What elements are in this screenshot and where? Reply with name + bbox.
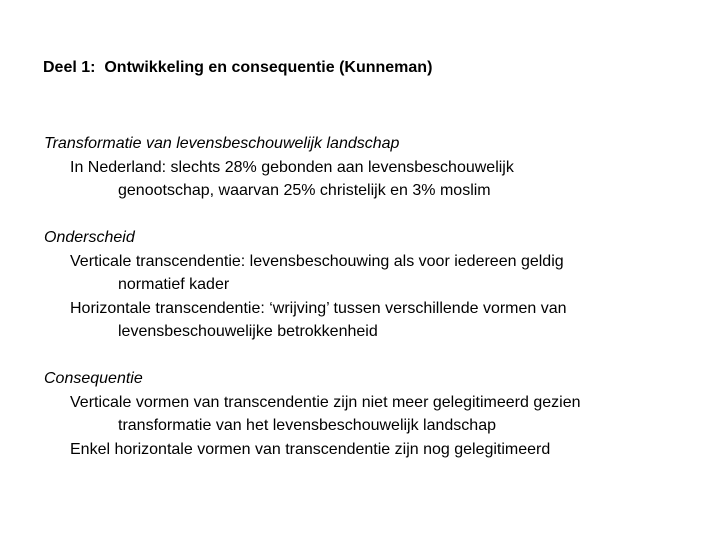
section-heading: Consequentie [44,370,143,387]
list-item [44,250,704,297]
list-item [44,156,704,203]
list-item-continuation: levensbeschouwelijke betrokkenheid [118,323,378,340]
list-item-text: Enkel horizontale vormen van transcendentie zijn nog gelegitimeerd [70,440,551,458]
list-item-text: Verticale transcendentie: levensbeschouwing als voor iedereen geldig [70,252,564,270]
section-heading: Onderscheid [44,229,135,246]
section-consequentie [44,367,704,461]
list-item-text: In Nederland: slechts 28% gebonden aan levensbeschouwelijk [70,158,514,176]
list-item-continuation: genootschap, waarvan 25% christelijk en 3% moslim [118,182,491,199]
list-item-text: Verticale vormen van transcendentie zijn niet meer gelegitimeerd gezien [70,393,581,411]
list-item-continuation: normatief kader [118,276,230,293]
list-item [44,391,704,438]
list-item-continuation: transformatie van het levensbeschouwelijk landschap [118,417,496,434]
list-item [44,297,704,344]
section-transformatie [44,132,704,203]
slide-content [44,132,704,485]
list-item [44,438,704,462]
section-heading: Transformatie van levensbeschouwelijk landschap [44,135,400,152]
list-item-text: Horizontale transcendentie: ‘wrijving’ tussen verschillende vormen van [70,299,567,317]
slide-title: Deel 1: Ontwikkeling en consequentie (Kunneman) [43,59,433,76]
section-onderscheid [44,226,704,344]
